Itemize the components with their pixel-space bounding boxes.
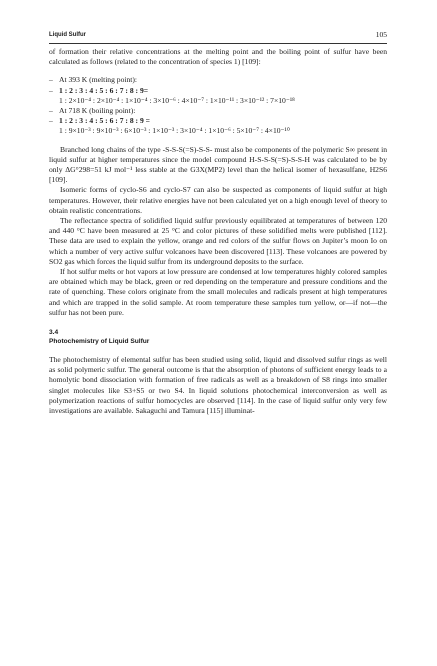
list-item: – 1 : 2 : 3 : 4 : 5 : 6 : 7 : 8 : 9= 1 : 2×10⁻⁴ : 2×10⁻⁴ : 1×10⁻⁴ : 3×10⁻⁶ : 4×10⁻⁷ : 1×10⁻¹¹ : 3×10⁻¹² : 7×10⁻¹⁸ [49,86,387,106]
list-item: – At 718 K (boiling point): [49,106,136,116]
section-number: 3.4 [49,329,59,337]
section-paragraph: The photochemistry of elemental sulfur has been studied using solid, liquid and dissolved sulfur rings as well as solid polymeric sulfur. The general outcome is that the absorption of photons of sufficient energy leads to a homolytic bond dissociation with formation of free radicals as well as a breakdown of S8 rings into smaller singlet molecules like S3+S5 or two S4. In liquid solutions photochemical interconversion as well as polymerization reactions of sulfur homocycles are observed [114]. In the case of liquid sulfur only very few investigations are available. Sakaguchi and Tamura [115] illuminat- [49,355,387,416]
concentration-list [49,75,387,136]
section-title: Photochemistry of Liquid Sulfur [49,338,150,346]
running-header [49,30,387,42]
ratio-values: 1 : 9×10⁻³ : 9×10⁻³ : 6×10⁻³ : 1×10⁻³ : 3×10⁻⁴ : 1×10⁻⁶ : 5×10⁻⁷ : 4×10⁻¹⁰ [59,126,290,136]
section-heading [49,328,387,346]
list-item: – 1 : 2 : 3 : 4 : 5 : 6 : 7 : 8 : 9 = 1 : 9×10⁻³ : 9×10⁻³ : 6×10⁻³ : 1×10⁻³ : 3×10⁻⁴ : 1×10⁻⁶ : 5×10⁻⁷ : 4×10⁻¹⁰ [49,116,387,136]
ratio-values: 1 : 2×10⁻⁴ : 2×10⁻⁴ : 1×10⁻⁴ : 3×10⁻⁶ : 4×10⁻⁷ : 1×10⁻¹¹ : 3×10⁻¹² : 7×10⁻¹⁸ [59,95,295,105]
running-title: Liquid Sulfur [49,32,86,38]
list-item: – At 393 K (melting point): [49,75,138,85]
paragraph: The reflectance spectra of solidified liquid sulfur previously equilibrated at temperatures of between 120 and 440 °C have been measured at 25 °C and color pictures of these solidified melts were published [112]. These data are used to explain the yellow, orange and red colors of the sulfur flows on Jupiter’s moon Io on which a number of very active sulfur volcanoes have been discovered [113]. These volcanoes are powered by SO2 gas which forces the liquid sulfur from its underground deposits to the surface. [49,216,387,266]
body-text [49,47,387,416]
paragraph: If hot sulfur melts or hot vapors at low pressure are condensed at low temperatures highly colored samples are obtained which may be black, green or red depending on the temperature and pressure conditions and the rate of quenching. These colors originate from the small molecules and radicals present at high temperatures and which are trapped in the solid sample. At room temperature these samples turn yellow, or—if not—the sulfur has not been pure. [49,267,387,317]
page-number: 105 [375,30,387,39]
paragraph: Branched long chains of the type -S-S-S(=S)-S-S- must also be components of the polymeric S∞ present in liquid sulfur at higher temperatures since the model compound H-S-S-S(=S)-S-S-H was calculated to be by only ΔG°298=51 kJ mol⁻¹ less stable at the G3X(MP2) level than the helical isomer of hexasulfane, H2S6 [109]. [49,144,387,185]
header-rule [49,43,387,44]
intro-paragraph: of formation their relative concentrations at the melting point and the boiling point of sulfur have been calculated as follows (related to the concentration of species 1) [109]: [49,47,387,67]
paragraph: Isomeric forms of cyclo-S6 and cyclo-S7 can also be suspected as components of liquid sulfur at high temperatures. However, their relative energies have not been calculated yet on a high enough level of theory to obtain realistic concentrations. [49,185,387,215]
